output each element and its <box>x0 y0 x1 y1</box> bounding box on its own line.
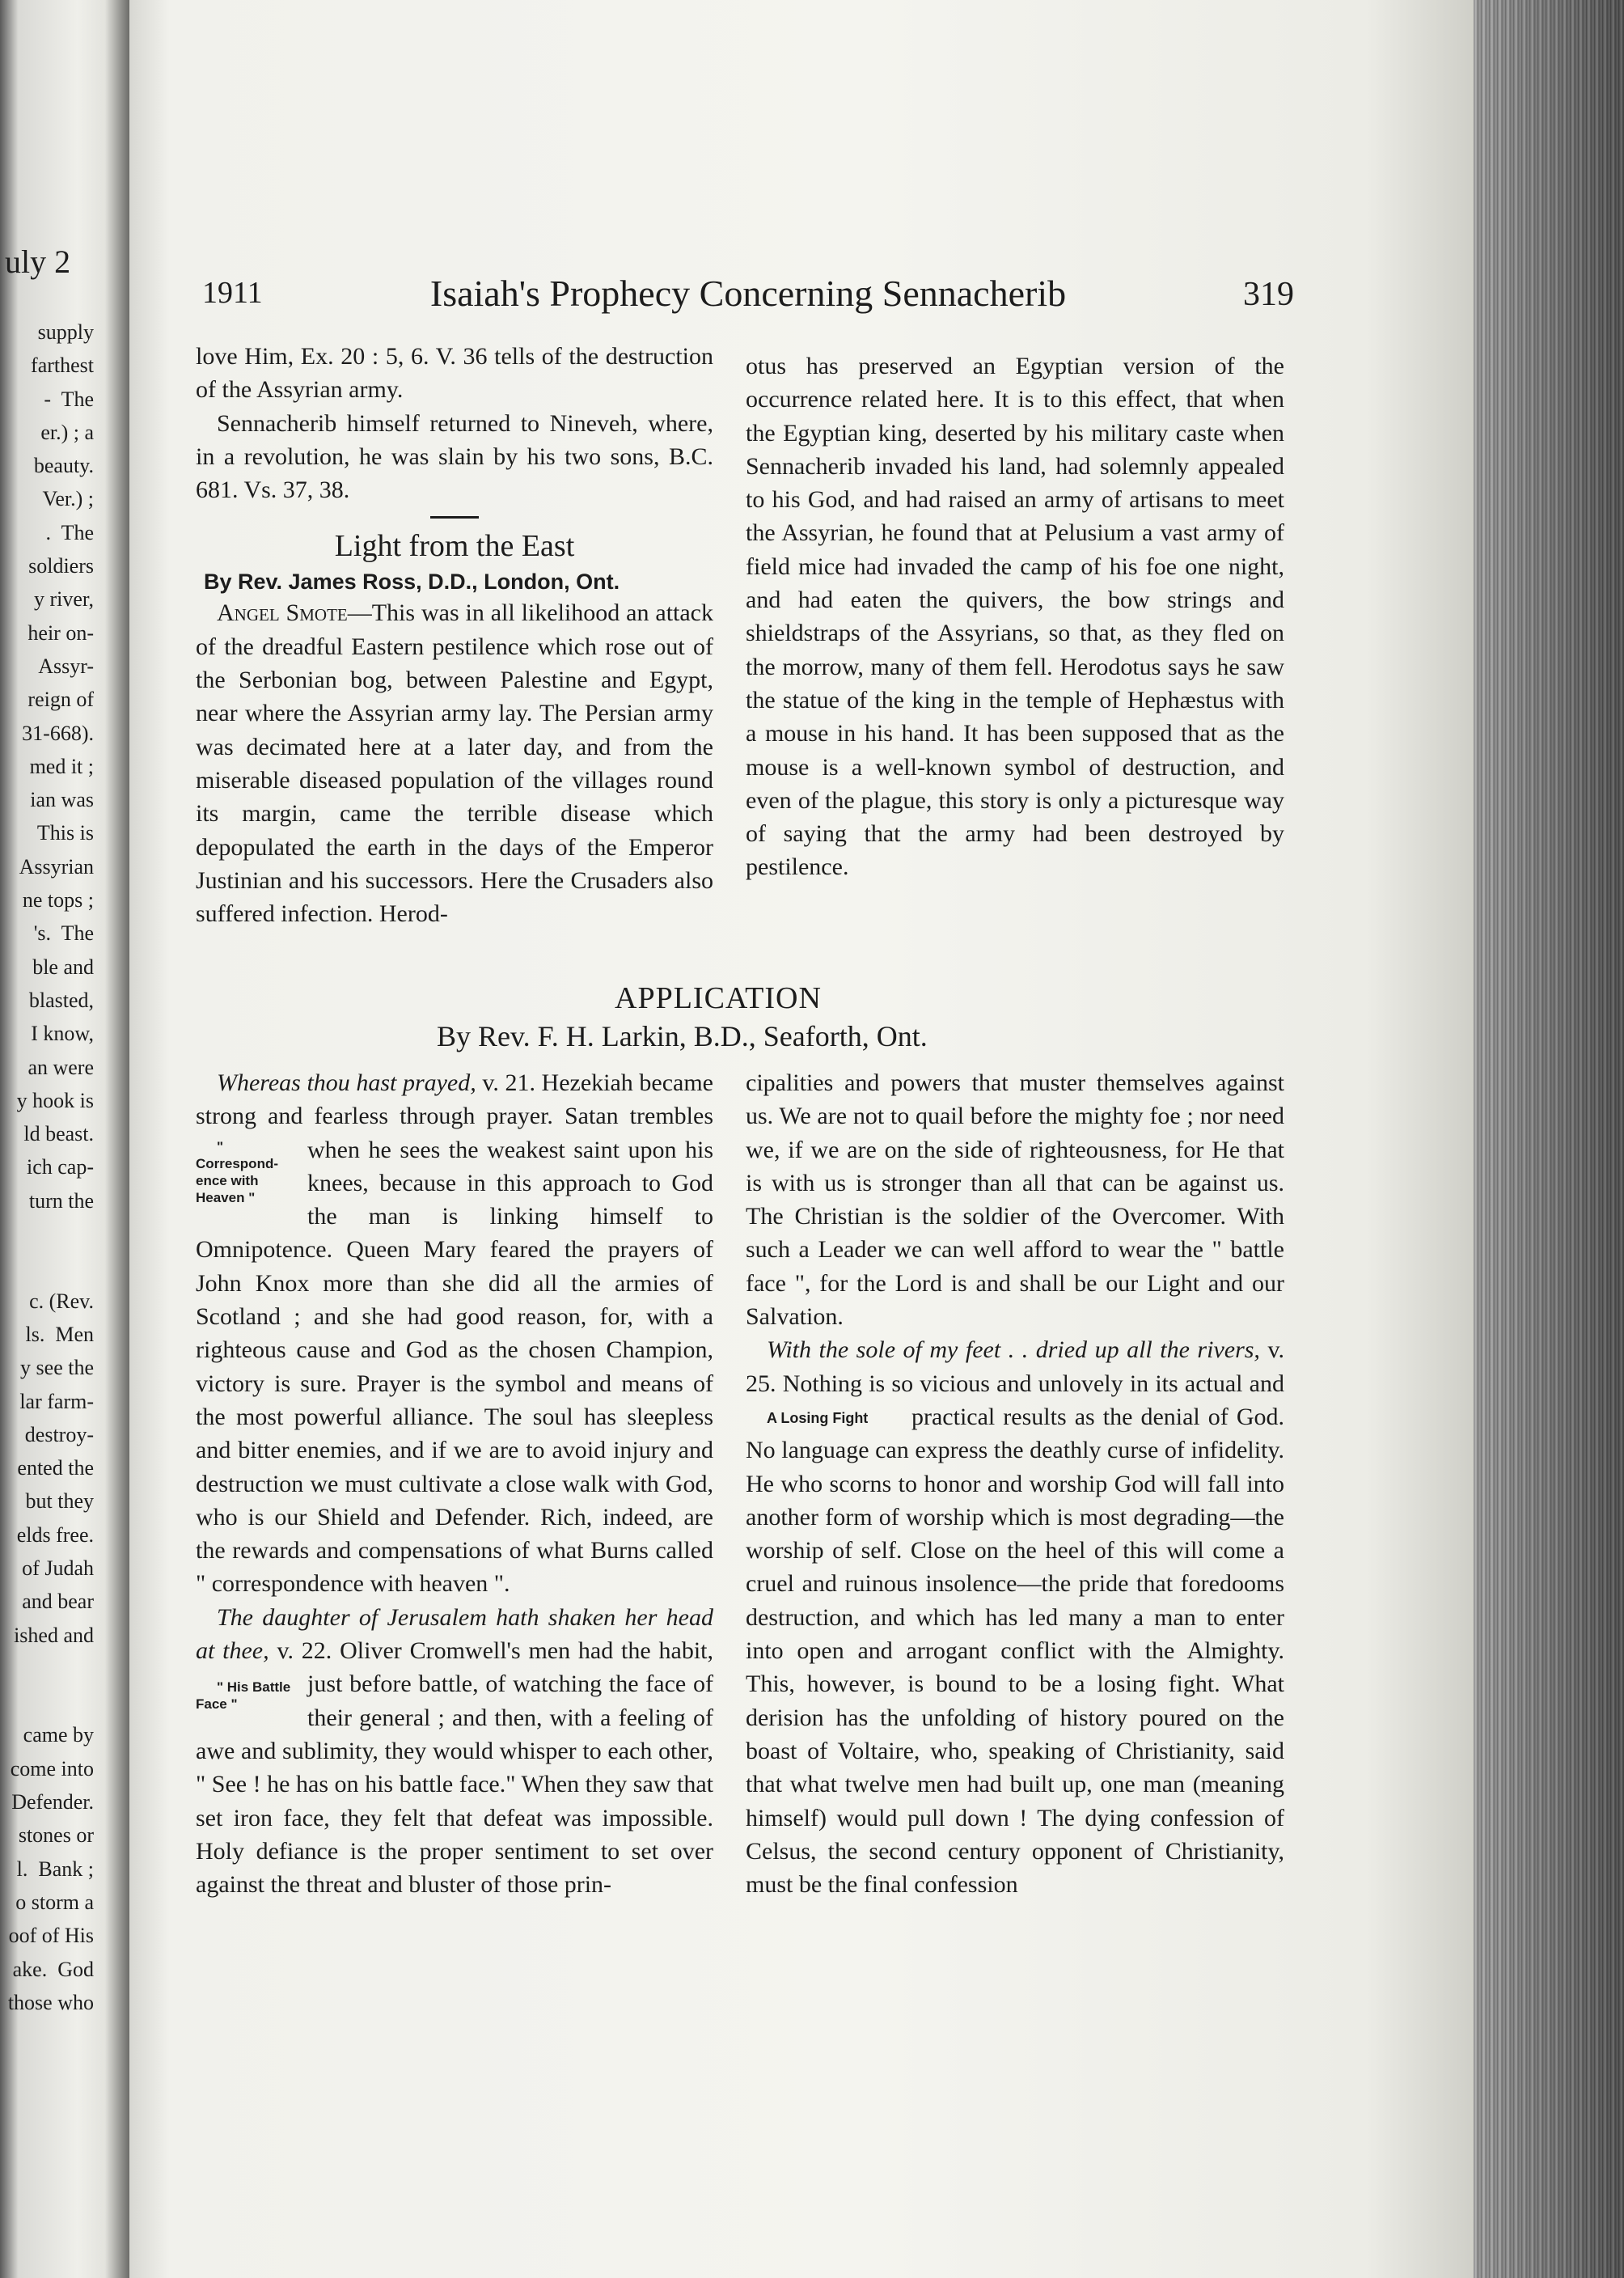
paragraph: The daughter of Jerusalem hath shaken her head at thee, v. 22. Oliver Cromwell's men had the habit, just before battle, of watching " His Battle Face " the face of their general ; and then, with a feeling of awe and sublimity, they would whisper to each other, " See ! he has on his battle face." When they saw that set iron face, they felt that defeat was impossible. Holy defiance is the proper sentiment to set over against the threat and bluster of those prin- <box>196 1603 713 1899</box>
page-number: 319 <box>1243 276 1294 313</box>
scripture-reference: Whereas thou hast prayed, <box>217 1069 476 1096</box>
paragraph: otus has preserved an Egyptian version of the occurrence related here. It is to this effect, that when the Egyptian king, deserted by his military caste when Sennacherib invaded his land, had solemnly appealed to his God, and had raised an army of artisans to meet the Assyrian, he found that at Pelusium a vast army of field mice had invaded the camp of his foe one night, and had eaten the quivers, the bow strings and shieldstraps of the Assyrians, so that, as they fled on the morrow, many of them fell. Herodotus says he saw the statue of the king in the temple of Hephæstus with a mouse in his hand. It has been supposed that as the mouse is a well-known symbol of destruction, and even of the plague, this story is only a picturesque way of saying that the army had been destroyed by pestilence. <box>746 353 1284 881</box>
page-edges <box>1474 0 1624 2278</box>
right-column-bottom <box>746 1066 1284 1901</box>
application-byline: By Rev. F. H. Larkin, B.D., Seaforth, Ont. <box>437 1020 928 1052</box>
paragraph: cipalities and powers that muster themselves against us. We are not to quail before the mighty foe ; nor need we, if we are on the side of righteousness, for He that is with us is stronger than all that can be against us. The Christian is the soldier of the Overcomer. With such a Leader we can well afford to wear the " battle face ", for the Lord is and shall be our Light and our Salvation. <box>746 1069 1284 1331</box>
right-column-top <box>746 349 1284 884</box>
left-column-bottom <box>196 1066 713 1901</box>
scripture-reference: With the sole of my feet . . dried up all the rivers, <box>767 1336 1260 1364</box>
left-column-top <box>196 340 713 930</box>
side-note: " Correspond-ence with Heaven " <box>196 1138 278 1205</box>
side-note: " His Battle Face " <box>196 1679 291 1713</box>
scripture-reference: The daughter of Jerusalem hath shaken her head at thee, <box>196 1603 713 1665</box>
header-title: Isaiah's Prophecy Concerning Sennacherib <box>429 273 1067 314</box>
book-gutter <box>105 0 129 2278</box>
application-heading: APPLICATION <box>615 981 822 1015</box>
side-note: A Losing Fight <box>767 1409 869 1426</box>
paragraph: Sennacherib himself returned to Nineveh, where, in a revolution, he was slain by his two sons, B.C. 681. Vs. 37, 38. <box>196 409 713 504</box>
section-byline: By Rev. James Ross, D.D., London, Ont. <box>204 570 620 595</box>
paragraph: With the sole of my feet . . dried up all the rivers, v. 25. Nothing is so vicious and unlovely in its actual and practical results A Losing Fight as the denial of God. No language can express the deathly curse of infidelity. He who scorns to honor and worship God will fall into another form of worship which is most degrading—the worship of self. Close on the heel of this will come a cruel and ruinous insolence—the pride that foredooms destruction, and which has led many a man to enter into open and arrogant conflict with the Almighty. This, however, is bound to be a losing fight. What derision has the unfolding of history poured on the boast of Voltaire, who, speaking of Christianity, said that what twelve men had built up, one man (meaning himself) would pull down ! The dying confession of Celsus, the second century opponent of Christianity, must be the final confession <box>746 1336 1284 1899</box>
facing-page-fragment <box>0 0 129 2278</box>
lead-words: Angel Smote <box>217 599 348 627</box>
paragraph: Whereas thou hast prayed, v. 21. Hezekiah became strong and fearless through prayer. Satan trembles when he sees the weakest " Correspond-ence with Heaven " saint upon his knees, because in this approach to God the man is linking himself to Omnipotence. Queen Mary feared the prayers of John Knox more than she did all the armies of Scotland ; and she had good reason, for, with a righteous cause and God as the chosen Champion, victory is sure. Prayer is the symbol and means of the most powerful alliance. The soul has sleepless and bitter enemies, and if we are to avoid injury and destruction we must cultivate a close walk with God, who is our Shield and Defender. Rich, indeed, are the rewards and compensations of what Burns called " correspondence with heaven ". <box>196 1069 713 1598</box>
running-head <box>202 272 1294 320</box>
facing-page-header: uly 2 <box>5 243 71 280</box>
header-year: 1911 <box>202 276 263 310</box>
facing-page-text: supply farthest - The er.) ; a beauty. Ver.) ; . The soldiers y river, heir on- Assyr- reign of 31-668). med it ; ian was This is Assyrian ne tops ; 's. The ble and blasted, I know, an were y hook is ld beast. ich cap- turn the c. (Rev. ls. Men y see the lar farm- destroy- ented the but they elds free. of Judah and bear ished and came by come into Defender. stones or l. Bank ; o storm a oof of His ake. God those who <box>7 320 94 2014</box>
paragraph: Angel Smote—This was in all likelihood an attack of the dreadful Eastern pestilence which rose out of the Serbonian bog, between Palestine and Egypt, near where the Assyrian army lay. The Persian army was decimated here at a later day, and from the miserable diseased population of the villages round its margin, came the terrible disease which depopulated the earth in the days of the Emperor Justinian and his successors. Here the Crusaders also suffered infection. Herod- <box>196 599 713 928</box>
section-heading: Light from the East <box>334 529 575 564</box>
section-divider <box>430 516 479 519</box>
paragraph: love Him, Ex. 20 : 5, 6. V. 36 tells of the destruction of the Assyrian army. <box>196 343 713 404</box>
